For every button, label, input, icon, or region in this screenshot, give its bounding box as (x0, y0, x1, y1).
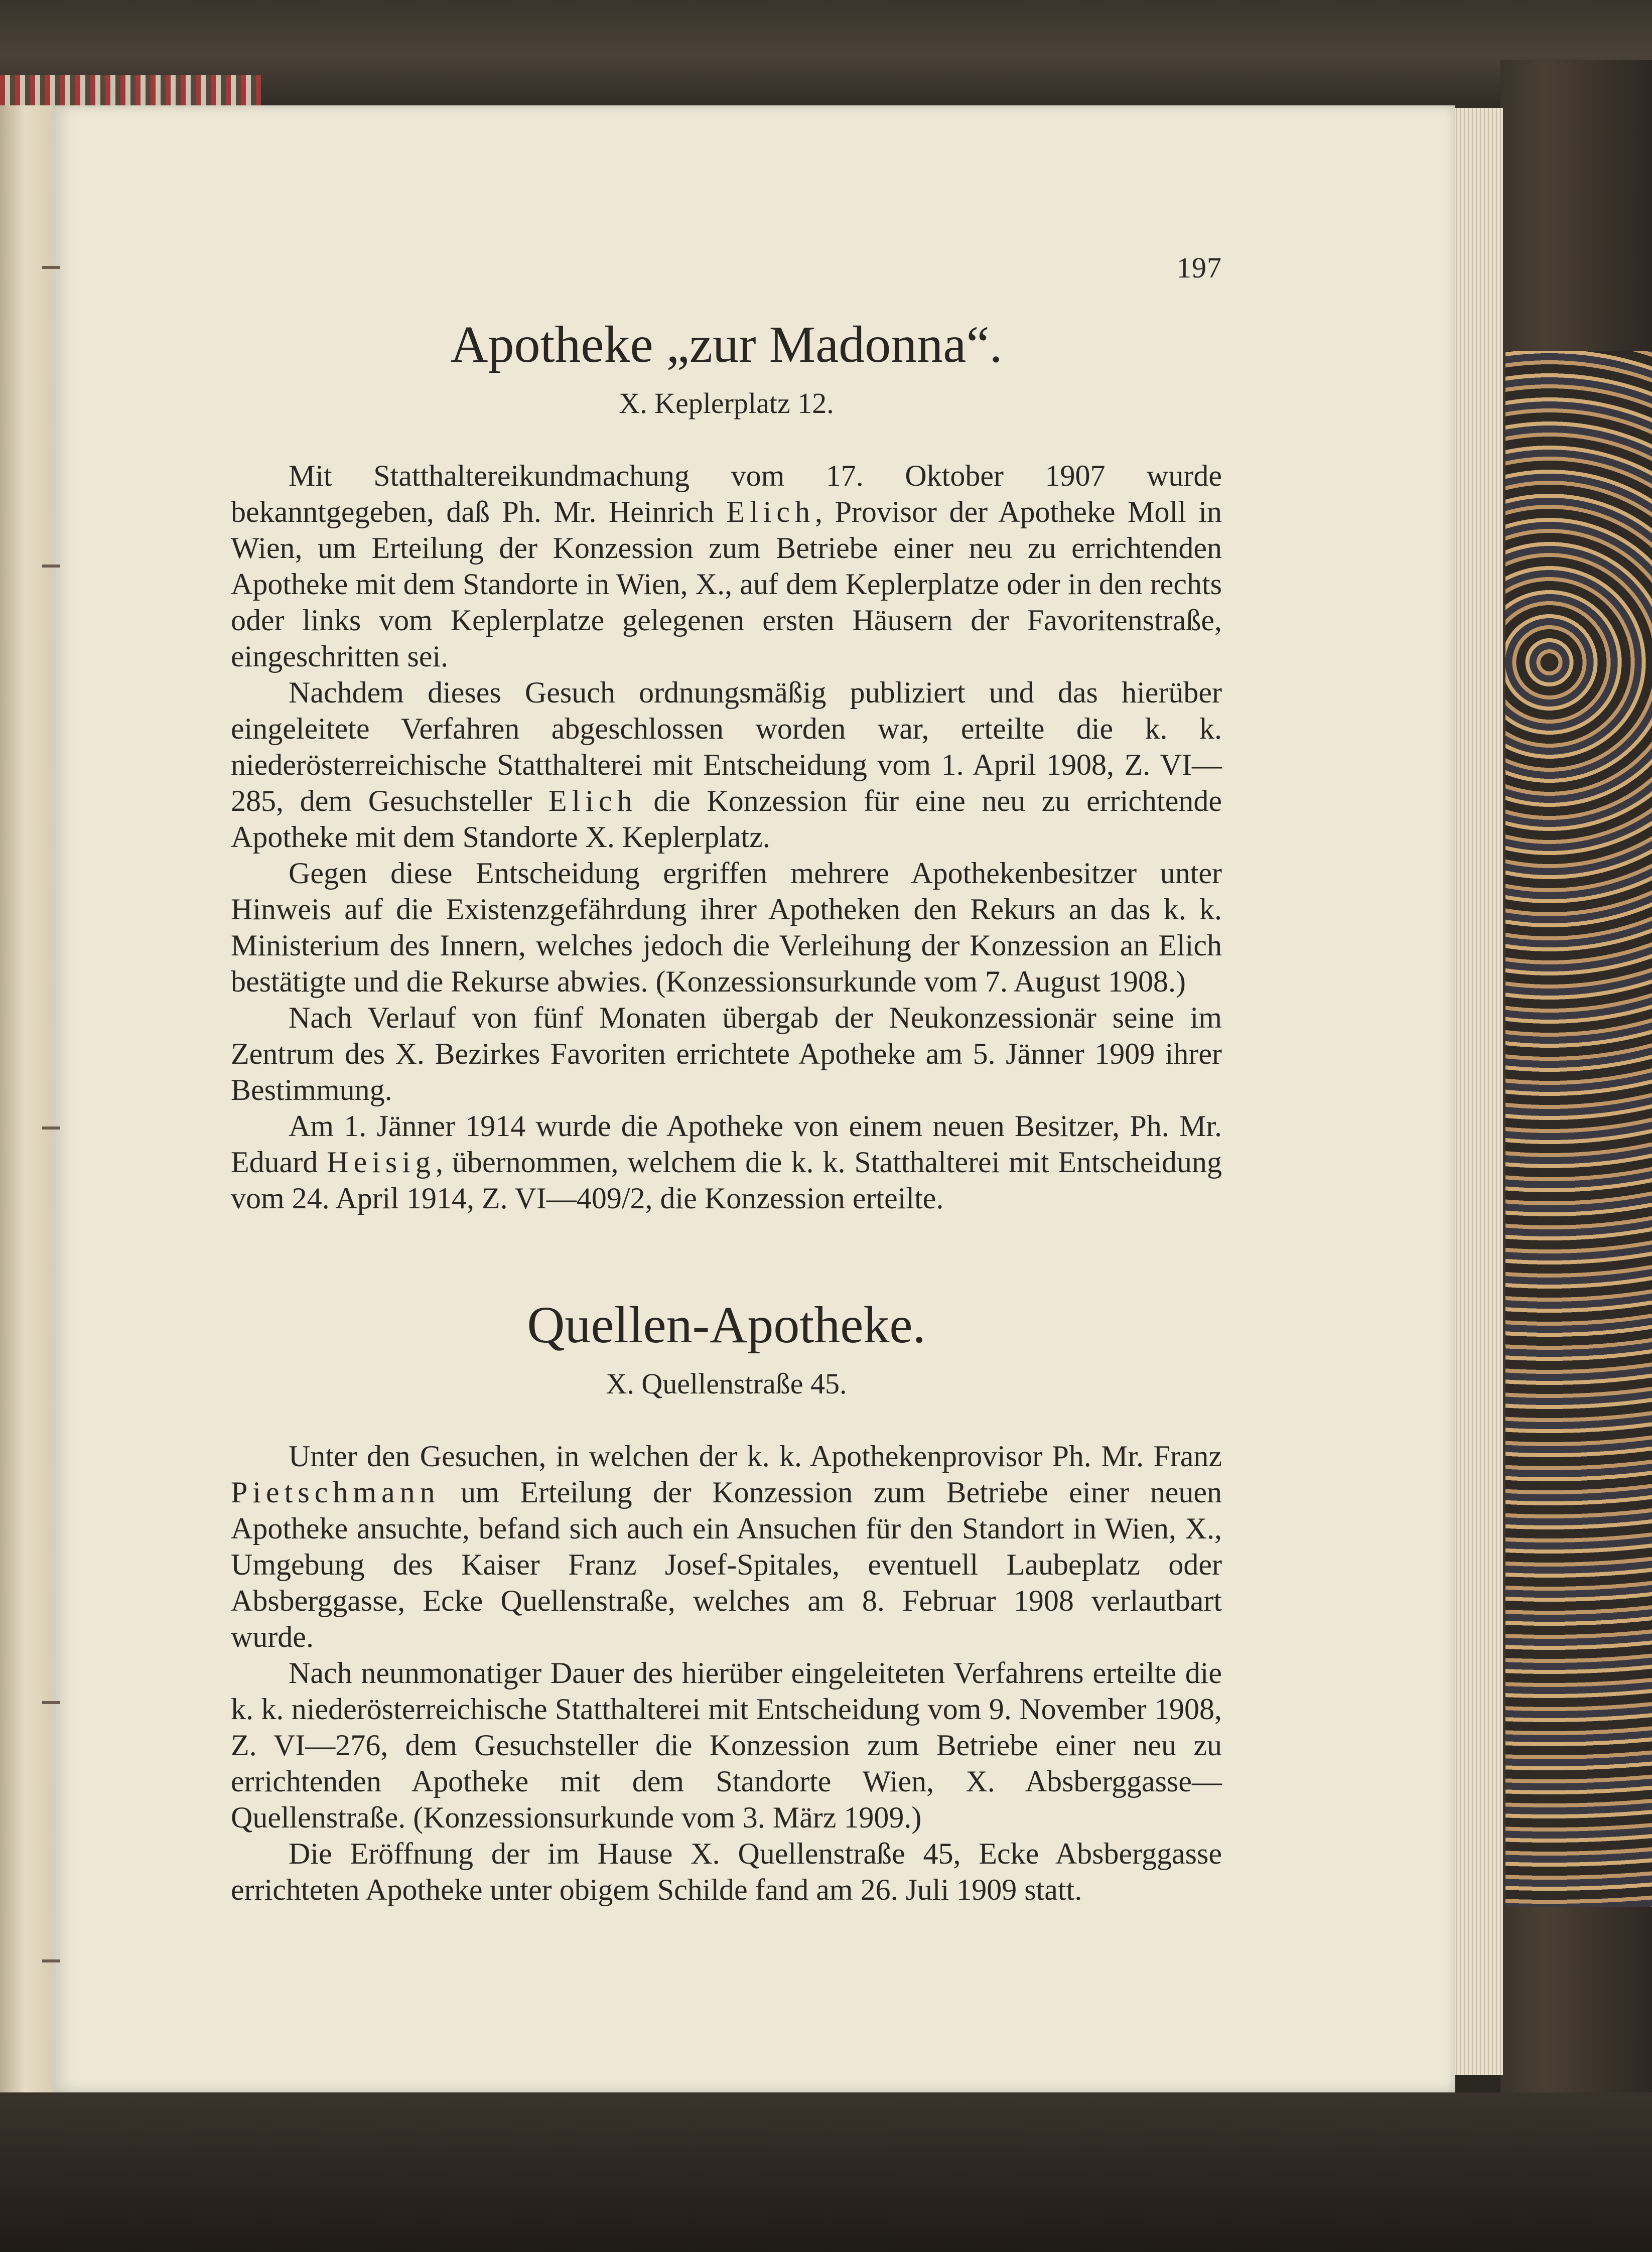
page-number: 197 (1177, 251, 1222, 284)
section-address-quellen: X. Quellenstraße 45. (606, 1367, 847, 1400)
marbled-edge (1505, 351, 1652, 1907)
section-title-madonna: Apotheke „zur Madonna“. (450, 316, 1003, 373)
text-run: um Erteilung der Konzession zum Betriebe einer neuen Apotheke ansuchte, befand sich auch ein Ansuchen für den Standort in Wien, X., Umgebung des Kaiser Franz Josef-Spitales, eventuell Laubeplatz oder Absberggasse, Ecke Quellenstraße, welches am 8. Februar 1908 verlautbart wurde. (231, 1475, 1222, 1653)
page-content (231, 241, 1222, 1908)
text-run: Am 1. Jänner 1914 wurde die Apotheke von einem neuen Besitzer, Ph. Mr. Eduard (231, 1109, 1222, 1179)
spaced-name: Elich (548, 784, 637, 817)
paragraph: Gegen diese Entscheidung ergriffen mehrere Apothekenbesitzer unter Hinweis auf die Existenzgefährdung ihrer Apotheken den Rekurs an das k. k. Ministerium des Innern, welches jedoch die Verleihung der Konzession an Elich bestätigte und die Rekurse abwies. (Konzessionsurkunde vom 7. August 1908.) (231, 856, 1222, 998)
paragraph: Nach neunmonatiger Dauer des hierüber eingeleiteten Verfahrens erteilte die k. k. niederösterreichische Statthalterei mit Entscheidung vom 9. November 1908, Z. VI—276, dem Gesuchsteller die Konzession zum Betriebe einer neu zu errichtenden Apotheke mit dem Standorte Wien, X. Absberggasse—Quellenstraße. (Konzessionsurkunde vom 3. März 1909.) (231, 1656, 1222, 1834)
paragraph (231, 1108, 1222, 1216)
paragraph (231, 458, 1222, 674)
paragraph (231, 1438, 1222, 1655)
left-page-edge (0, 105, 55, 2252)
section-title-quellen: Quellen-Apotheke. (527, 1296, 926, 1354)
bottom-shadow (0, 2092, 1652, 2252)
sewing-mark (42, 1127, 60, 1130)
spaced-name: Elich (726, 495, 815, 528)
text-run: Nachdem dieses Gesuch ordnungsmäßig publiziert und das hierüber eingeleitete Verfahren abgeschlossen worden war, erteilte die k. k. niederösterreichische Statthalterei mit Entscheidung vom 1. April 1908, Z. VI—285, dem Gesuchsteller (231, 675, 1222, 817)
text-run: Unter den Gesuchen, in welchen der k. k. Apothekenprovisor Ph. Mr. Franz (289, 1439, 1222, 1473)
spaced-name: Heisig (327, 1145, 436, 1179)
sewing-mark (42, 1701, 60, 1704)
text-run: , übernommen, welchem die k. k. Statthalterei mit Entscheidung vom 24. April 1914, Z. VI—409/2, die Konzession erteilte. (231, 1145, 1222, 1215)
sewing-mark (42, 266, 60, 269)
page-block-edges (1453, 108, 1503, 2075)
text-run: die Konzession für eine neu zu errichtende Apotheke mit dem Standorte X. Keplerplatz. (231, 784, 1222, 854)
text-run: Mit Statthaltereikundmachung vom 17. Oktober 1907 wurde bekanntgegeben, daß Ph. Mr. Heinrich (231, 459, 1222, 528)
sewing-mark (42, 1959, 60, 1962)
sewing-mark (42, 565, 60, 568)
paragraph: Die Eröffnung der im Hause X. Quellenstraße 45, Ecke Absberggasse errichteten Apotheke unter obigem Schilde fand am 26. Juli 1909 statt. (231, 1837, 1222, 1906)
paragraph: Nach Verlauf von fünf Monaten übergab der Neukonzessionär seine im Zentrum des X. Bezirkes Favoriten errichtete Apotheke am 5. Jänner 1909 ihrer Bestimmung. (231, 1001, 1222, 1106)
paragraph (231, 674, 1222, 855)
text-run: , Provisor der Apotheke Moll in Wien, um Erteilung der Konzession zum Betriebe einer neu zu errichtenden Apotheke mit dem Standorte in Wien, X., auf dem Keplerplatze oder in den rechts oder links vom Keplerplatze gelegenen ersten Häusern der Favoritenstraße, eingeschritten sei. (231, 495, 1222, 673)
spaced-name: Pietschmann (231, 1475, 440, 1509)
section-address-madonna: X. Keplerplatz 12. (619, 386, 834, 419)
